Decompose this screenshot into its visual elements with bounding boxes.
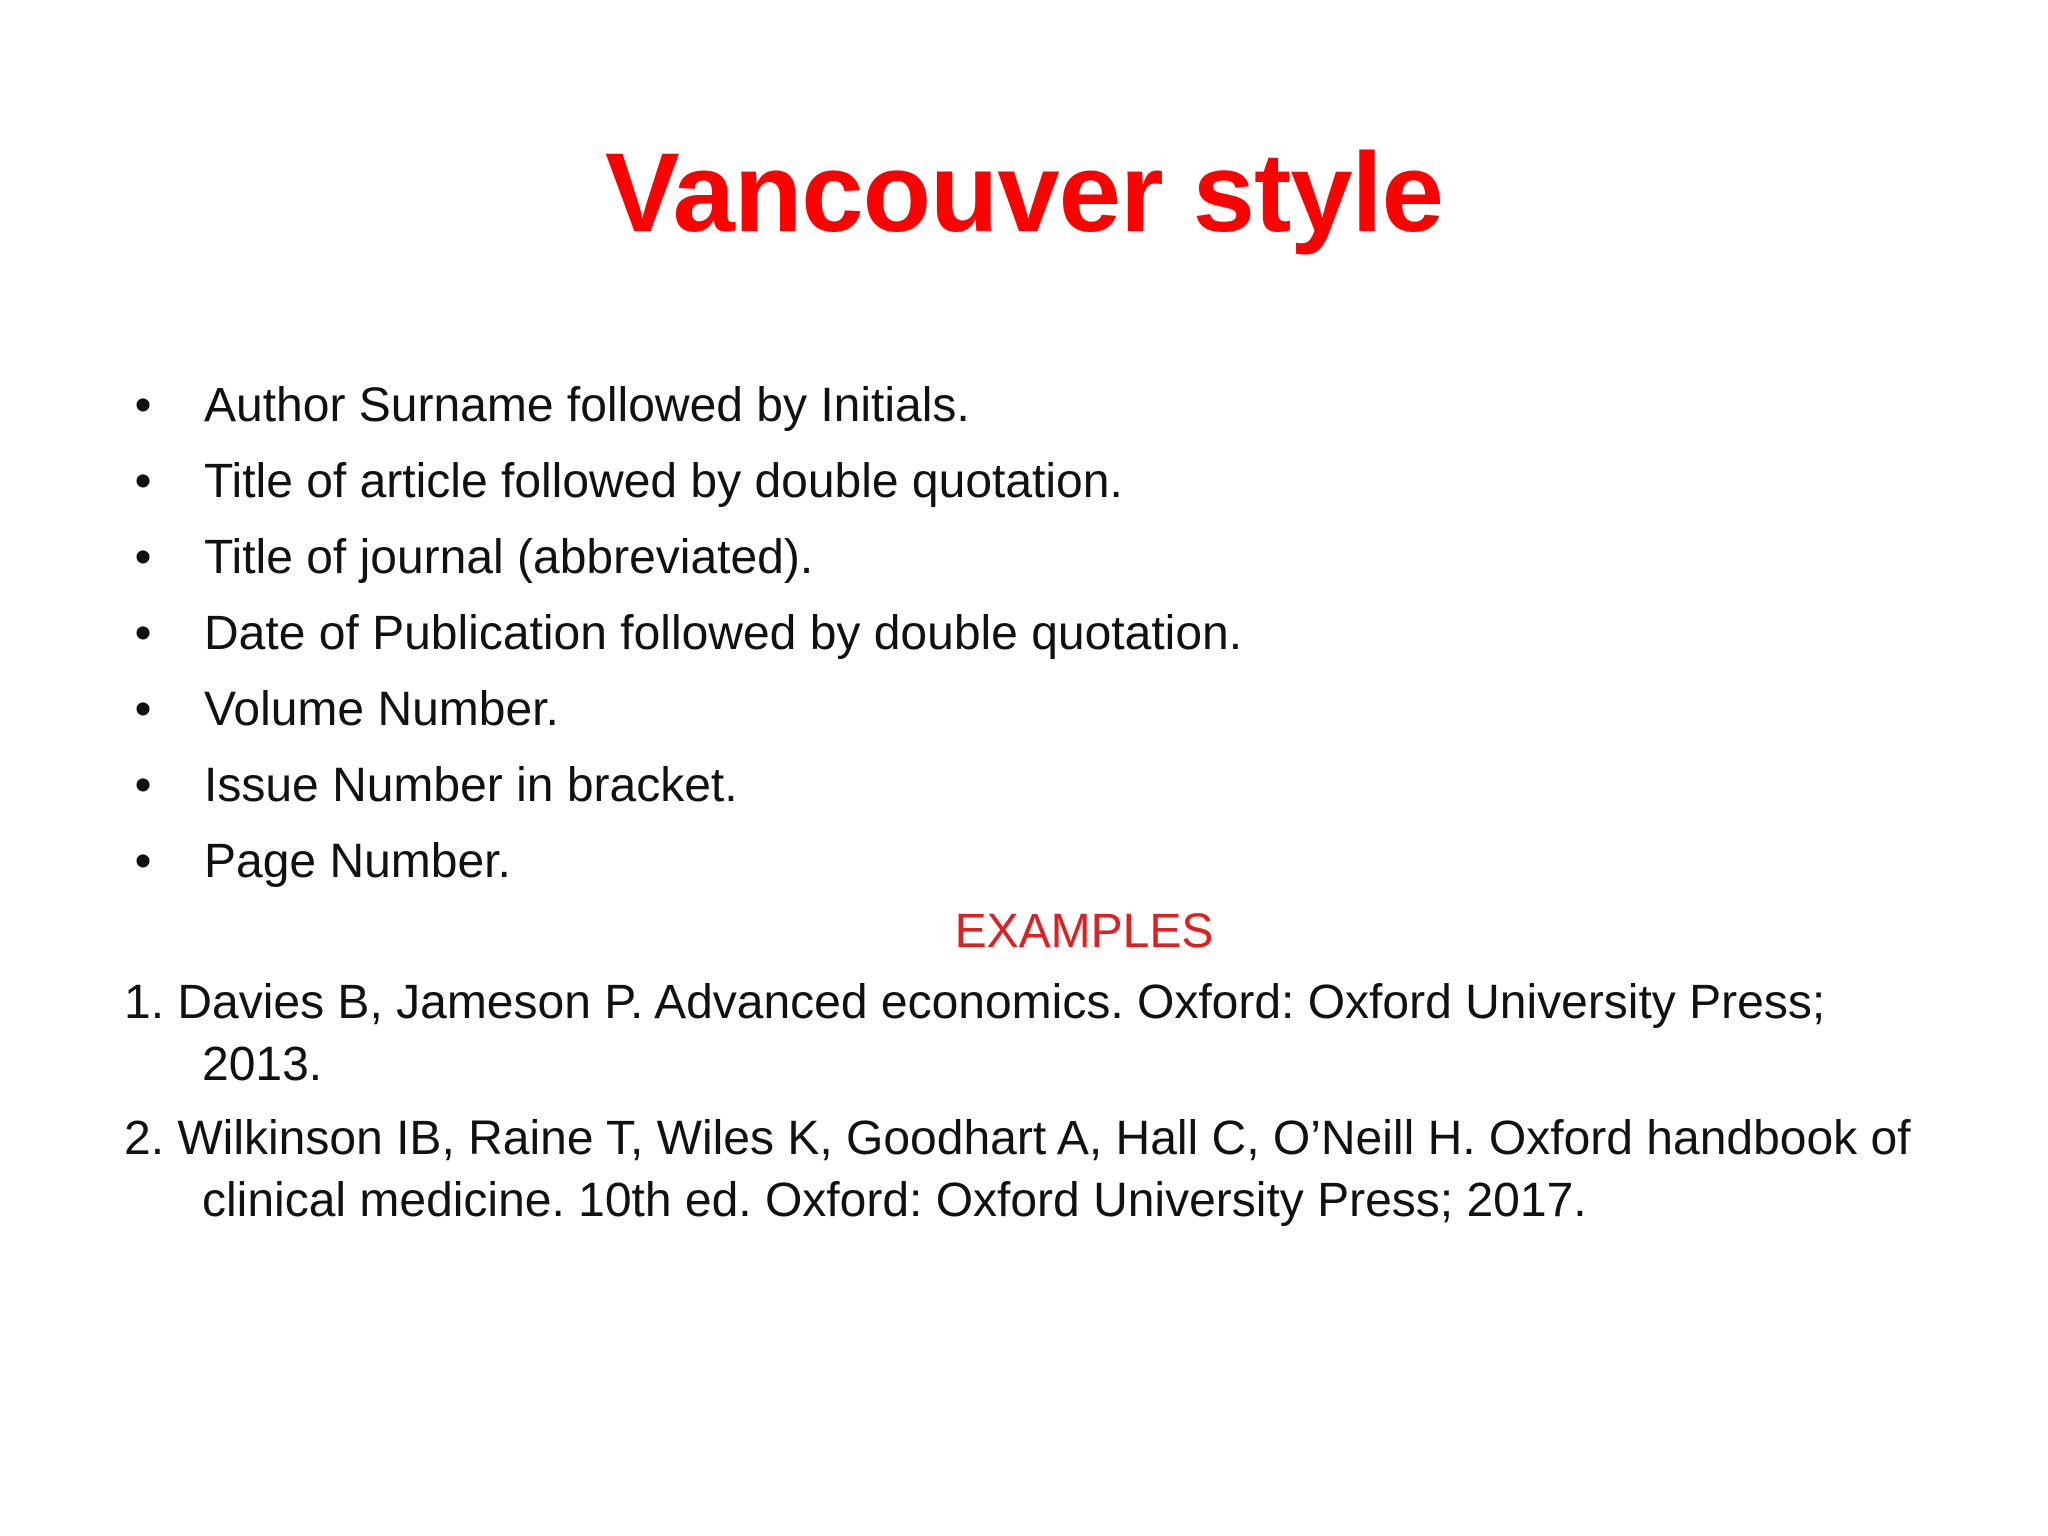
- bullet-icon: •: [134, 379, 152, 432]
- bullet-item: [124, 824, 1924, 900]
- reference-number: 1.: [124, 976, 165, 1029]
- bullet-icon: •: [134, 455, 152, 508]
- bullet-icon: •: [134, 607, 152, 660]
- bullet-item: [124, 444, 1924, 520]
- bullet-item: [124, 596, 1924, 672]
- reference-text: Davies B, Jameson P. Advanced economics. Oxford: Oxford University Press; 2013.: [177, 976, 1826, 1091]
- reference-item: [124, 972, 1944, 1096]
- bullet-item: [124, 672, 1924, 748]
- bullet-icon: •: [134, 835, 152, 888]
- bullet-icon: •: [134, 683, 152, 736]
- reference-text: Wilkinson IB, Raine T, Wiles K, Goodhart A, Hall C, O’Neill H. Oxford handbook of clinical medicine. 10th ed. Oxford: Oxford University Press; 2017.: [177, 1112, 1911, 1227]
- bullet-text: Date of Publication followed by double quotation.: [204, 607, 1243, 660]
- bullet-text: Volume Number.: [204, 683, 559, 736]
- bullet-icon: •: [134, 531, 152, 584]
- bullet-item: [124, 748, 1924, 824]
- reference-item: [124, 1108, 1944, 1232]
- bullet-text: Page Number.: [204, 835, 511, 888]
- bullet-text: Issue Number in bracket.: [204, 759, 738, 812]
- bullet-text: Title of journal (abbreviated).: [204, 531, 814, 584]
- reference-list: [124, 972, 1944, 1244]
- bullet-text: Title of article followed by double quotation.: [204, 455, 1123, 508]
- bullet-list: [124, 368, 1924, 900]
- reference-number: 2.: [124, 1112, 178, 1165]
- examples-heading: EXAMPLES: [954, 905, 1214, 958]
- bullet-item: [124, 368, 1924, 444]
- bullet-text: Author Surname followed by Initials.: [204, 379, 970, 432]
- bullet-item: [124, 520, 1924, 596]
- slide-title: Vancouver style: [605, 130, 1443, 255]
- bullet-icon: •: [134, 759, 152, 812]
